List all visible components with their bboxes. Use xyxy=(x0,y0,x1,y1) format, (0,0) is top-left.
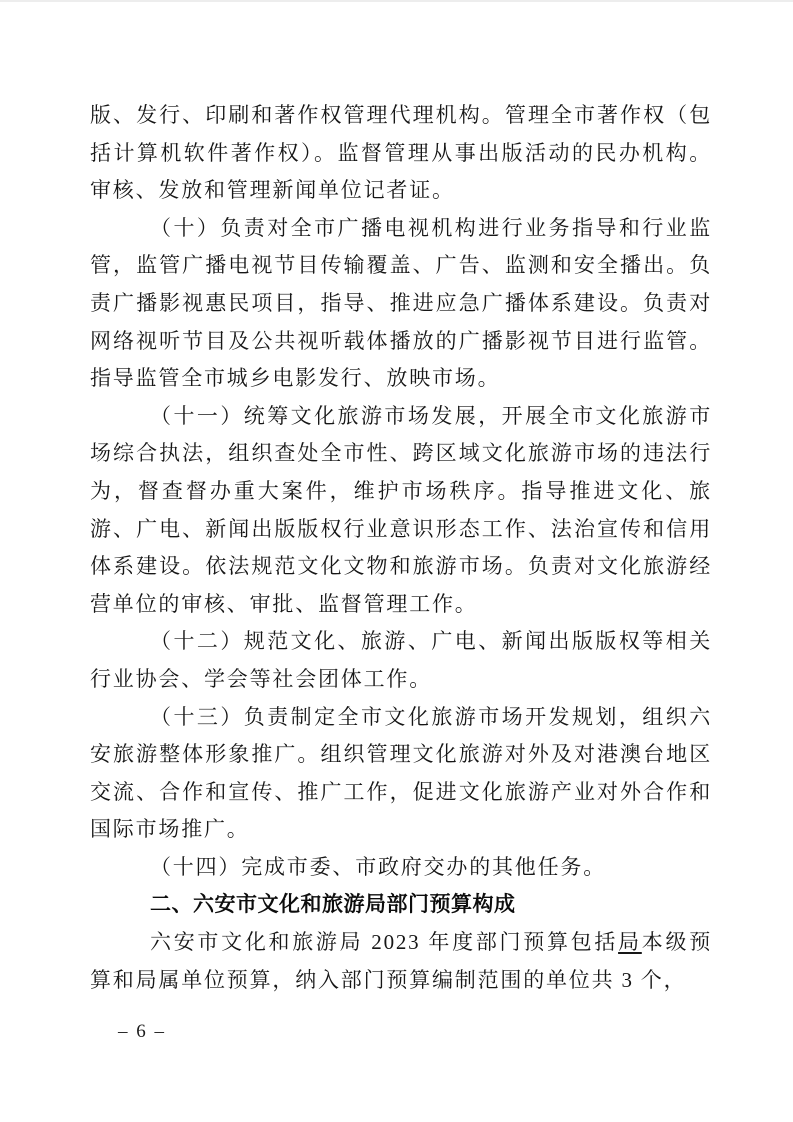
text-run: （十一）统筹文化旅游市场发展，开展全市文化旅游市场综合执法，组织查处全市性、跨区域文化旅游市场的违法行为，督查督办重大案件，维护市场秩序。指导推进文化、旅游、广电、新闻出版版权行业意识形态工作、法治宣传和信用体系建设。依法规范文化文物和旅游市场。负责对文化旅游经营单位的审核、审批、监督管理工作。 xyxy=(90,403,712,616)
paragraph xyxy=(90,623,712,698)
paragraph xyxy=(90,398,712,624)
text-run: 二、六安市文化和旅游局部门预算构成 xyxy=(150,893,516,917)
text-run: 版、发行、印刷和著作权管理代理机构。管理全市著作权（包括计算机软件著作权）。监督管理从事出版活动的民办机构。审核、发放和管理新闻单位记者证。 xyxy=(90,103,712,203)
text-run: （十四）完成市委、市政府交办的其他任务。 xyxy=(150,854,606,879)
text-run: 本级预算和局属单位预算，纳入部门预算编制范围的单位共 3 个， xyxy=(90,930,713,992)
text-run: 六安市文化和旅游局 2023 年度部门预算包括 xyxy=(150,930,619,955)
paragraph xyxy=(90,97,712,210)
section-heading xyxy=(90,886,712,924)
text-run: （十三）负责制定全市文化旅游市场开发规划，组织六安旅游整体形象推广。组织管理文化旅游对外及对港澳台地区交流、合作和宣传、推广工作，促进文化旅游产业对外合作和国际市场推广。 xyxy=(90,704,712,842)
scan-edge-artifact xyxy=(0,0,793,2)
paragraph xyxy=(90,210,712,398)
text-run: （十）负责对全市广播电视机构进行业务指导和行业监管，监管广播电视节目传输覆盖、广告、监测和安全播出。负责广播影视惠民项目，指导、推进应急广播体系建设。负责对网络视听节目及公共视听载体播放的广播影视节目进行监管。指导监管全市城乡电影发行、放映市场。 xyxy=(90,215,712,391)
paragraph xyxy=(90,849,712,887)
document-body xyxy=(90,97,712,999)
paragraph xyxy=(90,924,712,999)
underlined-text: 局 xyxy=(618,930,642,955)
text-run: （十二）规范文化、旅游、广电、新闻出版版权等相关行业协会、学会等社会团体工作。 xyxy=(90,629,712,691)
paragraph xyxy=(90,699,712,849)
page-number: – 6 – xyxy=(118,1021,166,1042)
